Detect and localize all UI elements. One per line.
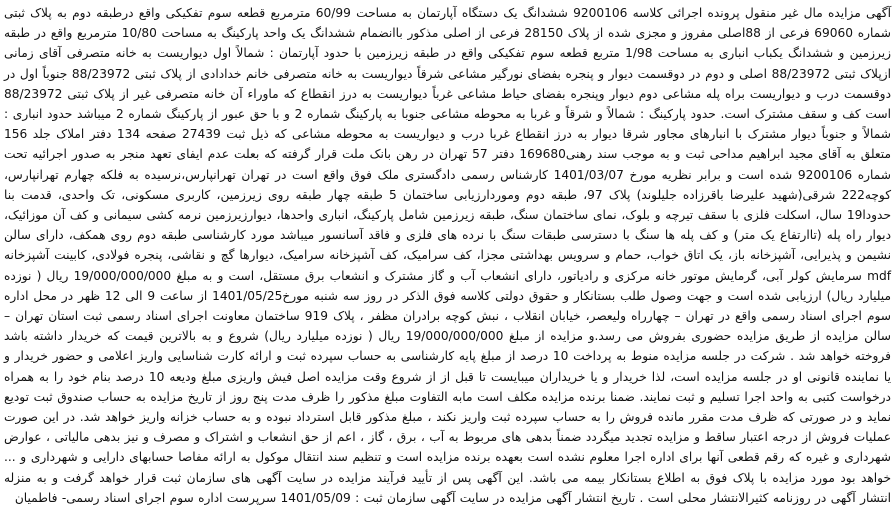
notice-text: آگهی مزایده مال غیر منقول پرونده اجرائی کلاسه 9200106 ششدانگ یک دستگاه آپارتمان به مساحت 60/99 مترمربع قطعه سوم تفکیکی واقع درطبقه دوم به پلاک ثبتی شماره 69060 فرعی از 88اصلی مفروز و مجزی شده از پلاک 28150 فرعی از اصلی مذکور باانضمام ششدانگ یک واحد پارکینگ به مساحت 10/80 مترمربع واقع در طبقه زیرزمین و ششدانگ یکباب انباری به مساحت 1/98 متربع قطعه سوم تفکیکی واقع در طبقه زیرزمین با حدود آپارتمان : شمالاً اول دیواریست به خانه متصرفی آقای زمانی ازپلاک ثبتی 88/23972 اصلی و دوم در دوقسمت دیوار و پنجره بفضای نورگیر مشاعی شرقاً دیواریست به خانه متصرفی خانم خدادادی از پلاک ثبتی 88/23972 جنوباً اول در دوقسمت درب و دیواریست براه پله مشاعی دوم دیوار وپنجره بفضای حیاط مشاعی غرباً دیواریست به درز انقطاع که ماوراء آن خانه متصرفی غیر از پلاک ثبتی 88/23972 است کف و سقف مشترک است. حدود پارکینگ : شمالاً و شرقاً و غربا به محوطه مشاعی جنوبا به پارکینگ شماره 2 و با حق عبور از پارکینگ شماره 2 میباشد حدود انباری : شمالاً و جنوباً دیوار مشترک با انبارهای مجاور شرقا دیوار به درز انقطاع غربا درب و دیواریست به محوطه مشاعی که ذیل ثبت 27439 صفحه 134 دفتر املاک جلد 156 متعلق به آقای مجید ابراهیم مداحی ثبت و به موجب سند رهنی169680 دفتر 57 تهران در رهن بانک ملت قرار گرفته که بعلت عدم ایفای تعهد منجر به صدور اجرائیه تحت شماره 9200106 شده است و برابر نظریه مورخ 1401/03/07 کارشناس رسمی دادگستری ملک فوق واقع است در تهران تهرانپارس،نرسیده به فلکه چهارم تهرانپارس، کوچه222 شرقی(شهید علیرضا باقرزاده جلیلوند) پلاک 97، طبقه دوم وموردارزیابی ساختمان 5 طبقه چهار طبقه روی زیرزمین، کاربری مسکونی، تک واحدی، قدمت بنا حدودا19 سال، اسکلت فلزی با سقف تیرچه و بلوک، نمای ساختمان سنگ، طبقه زیرزمین شامل پارکینگ، انباری واحدها، دیوارزیرزمین نرمه کشی سیمانی و کف آن موزائیک، دیوار راه پله (تاارتفاع یک متر) و کف پله ها سنگ با دسترسی طبقات سنگ با نرده های فلزی و فاقد آسانسور میباشد مورد کارشناسی طبقه دوم روی همکف، دارای سالن نشیمن و پذیرایی، آشپزخانه باز، یک اتاق خواب، حمام و سرویس بهداشتی مجزا، کف سرامیک، کف آشپزخانه سرامیک، دیوارها گچ و نقاشی، پنجره فولادی، کابینت آشپزخانه mdf سرمایش کولر آبی، گرمایش موتور خانه مرکزی و رادیاتور، دارای انشعاب آب و گاز مشترک و انشعاب برق مستقل، است و به مبلغ 19/000/000/000 ریال ( نوزده میلیارد ریال) ارزیابی شده است و جهت وصول طلب بستانکار و حقوق دولتی کلاسه فوق الذکر در روز سه شنبه مورخ1401/05/25 از ساعت 9 الی 12 ظهر در محل اداره سوم اجرای اسناد رسمی واقع در تهران – چهارراه ولیعصر، خیابان انقلاب ، نبش کوچه برادران مظفر ، پلاک 919 ساختمان معاونت اجرای اسناد رسمی ثبت استان تهران – سالن مزایده از طریق مزایده حضوری بفروش می رسد.و مزایده از مبلغ 19/000/000/000 ریال ( نوزده میلیارد ریال) شروع و به بالاترین قیمت که خریدار داشته باشد فروخته خواهد شد . شرکت در جلسه مزایده منوط به پرداخت 10 درصد از مبلغ پایه کارشناسی به حساب سپرده ثبت و ارائه کارت شناسایی واریز اعلامی و حضور خریدار و یا نماینده قانونی او در جلسه مزایده است، لذا خریدار و یا خریداران میبایست تا قبل از از شروع وقت مزایده اصل فیش واریزی مبلغ ودیعه 10 درصد بنام خود را به همراه درخواست کتبی به واحد اجرا تسلیم و ثبت نمایند. ضمنا برنده مزایده مکلف است مابه التفاوت مبلغ مذکور را ظرف مدت پنج روز از تاریخ مزایده به حساب صندوق ثبت تودیع نماید و در صورتی که ظرف مدت مقرر مانده فروش را به حساب سپرده ثبت واریز نکند ، مبلغ مذکور قابل استرداد نبوده و به حساب خزانه واریز خواهد شد. در این صورت عملیات فروش از درجه اعتبار ساقط و مزایده تجدید میگردد ضمناً بدهی های مربوط به آب ، برق ، گاز ، اعم از حق انشعاب و اشتراک و مصرف و نیز بدهی مالیاتی ، عوارض شهرداری و غیره که رقم قطعی آنها برای اداره اجرا معلوم نشده است بعهده برنده مزایده است و تنظیم سند انتقال موکول به ارائه مفاصا حسابهای دارایی و شهرداری و ... خواهد بود مورد مزایده با پلاک فوق به اطلاع بستانکار بیمه می باشد. این آگهی پس از تأیید فرآیند مزایده در سایت آگهی های سازمان ثبت قرار خواهد گرفت و به منزله انتشار آگهی در روزنامه کثیرالانتشار محلی است . تاریخ انتشار آگهی مزایده در سایت آگهی سازمان ثبت : 1401/05/09 سرپرست اداره سوم اجرای اسناد رسمی- فاطمیان [4, 6, 892, 505]
